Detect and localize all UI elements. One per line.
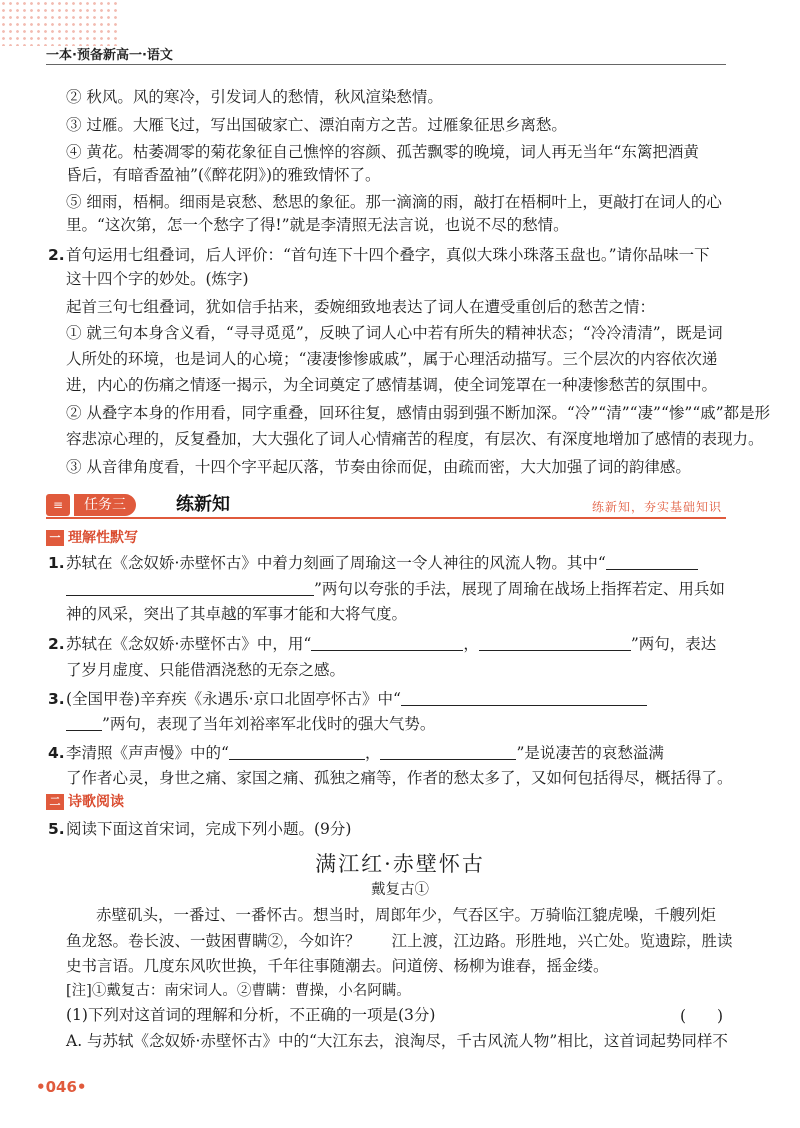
answer-2-point2-line1: ② 从叠字本身的作用看，同字重叠，回环往复，感情由弱到强不断加深。“冷”“清”“凄”“惨”“戚”都是形 [66,404,771,422]
answer-2-point1-line1: ① 就三句本身含义看，“寻寻觅觅”，反映了词人心中若有所失的精神状态；“冷冷清清”，既是词 [66,324,723,342]
task-three-banner [46,492,726,522]
question-5-number: 5. [48,820,65,838]
answer-2-point1-line2: 人所处的环境，也是词人的心境；“凄凄惨惨戚戚”，属于心理活动描写。三个层次的内容依次递 [66,350,718,368]
header-divider [46,64,726,65]
fill-question-4-line1 [66,742,664,764]
answer-blank[interactable] [66,580,314,596]
poem-line2: 鱼龙怒。卷长波、一鼓困曹瞒②，今如许？ 江上渡，江边路。形胜地，兴亡处。览遗踪，胜读 [66,932,733,950]
fill-question-2-number: 2. [48,635,65,653]
item-flower-line2: 昏后，有暗香盈袖”(《醉花阴》)的雅致情怀了。 [66,166,381,184]
fill-question-2-text-a: 苏轼在《念奴娇·赤壁怀古》中，用“ [66,635,312,653]
fill-question-3-line1 [66,688,647,710]
sub-question-1: (1)下列对这首词的理解和分析，不正确的一项是(3分) [66,1006,436,1024]
fill-question-2-line2: 了岁月虚度、只能借酒浇愁的无奈之感。 [66,661,346,679]
fill-question-1-line3: 神的风采，突出了其卓越的军事才能和大将气度。 [66,605,408,623]
poem-title: 满江红·赤壁怀古 [315,852,485,876]
task-slogan: 练新知，夯实基础知识 [591,500,722,514]
running-header: 一本·预备新高一·语文 [46,48,173,63]
fill-question-4-text-a: 李清照《声声慢》中的“ [66,744,229,762]
section-heading-poetry [46,792,124,812]
fill-question-4-number: 4. [48,744,65,762]
fill-question-4-text-b: ”是说凄苦的哀愁溢满 [516,744,664,762]
fill-question-2-line1 [66,633,716,655]
answer-blank[interactable] [606,554,698,570]
poem-author: 戴复古① [371,882,429,898]
item-wutong-line2: 里。“这次第，怎一个愁字了得!”就是李清照无法言说，也说不尽的愁情。 [66,216,569,234]
answer-2-point1-line3: 进，内心的伤痛之情逐一揭示，为全词奠定了感情基调，使全词笼罩在一种凄惨愁苦的氛围中。 [66,376,718,394]
section-number-badge: 二 [46,794,64,810]
fill-question-1-line2 [66,578,725,600]
section-number-badge: 一 [46,530,64,546]
fill-question-1-number: 1. [48,554,65,572]
poem-line3: 史书言语。几度东风吹世换，千年往事随潮去。问道傍、杨柳为谁春，摇金缕。 [66,957,609,975]
fill-question-2-separator: ， [463,635,479,653]
page-number: •046• [36,1078,87,1096]
answer-blank[interactable] [229,744,365,760]
answer-2-intro: 起首三句七组叠词，犹如信手拈来，委婉细致地表达了词人在遭受重创后的愁苦之情： [66,298,656,316]
fill-question-3-text-b: ”两句，表现了当年刘裕率军北伐时的强大气势。 [102,715,436,733]
answer-blank[interactable] [479,635,631,651]
answer-2-point3: ③ 从音律角度看，十四个字平起仄落，节奏由徐而促，由疏而密，大大加强了词的韵律感。 [66,458,691,476]
item-autumn-wind: ② 秋风。风的寒冷，引发词人的愁情，秋风渲染愁情。 [66,88,443,106]
answer-blank[interactable] [311,635,463,651]
fill-question-3-number: 3. [48,690,65,708]
fill-question-4-separator: ， [364,744,381,762]
item-wutong-line1: ⑤ 细雨，梧桐。细雨是哀愁、愁思的象征。那一滴滴的雨，敲打在梧桐叶上，更敲打在词人的心 [66,193,722,211]
fill-question-4-line2: 了作者心灵，身世之痛、家国之痛、孤独之痛等，作者的愁太多了，又如何包括得尽，概括得了。 [66,769,733,787]
answer-blank[interactable] [380,744,516,760]
question-2-line2: 这十四个字的妙处。(炼字) [66,270,249,288]
answer-parenthesis[interactable]: ( ) [680,1007,724,1025]
answer-blank[interactable] [66,715,102,731]
fill-question-2-text-b: ”两句，表达 [630,635,717,653]
fill-question-1-line1 [66,552,698,574]
question-2-number: 2. [48,246,65,264]
poem-note: [注]①戴复古：南宋词人。②曹瞒：曹操，小名阿瞒。 [66,983,411,999]
task-label: 任务三 [74,494,136,516]
item-flower-line1: ④ 黄花。枯萎凋零的菊花象征自己憔悴的容颜、孤苦飘零的晚境，词人再无当年“东篱把酒黄 [66,143,699,161]
fill-question-3-line2 [66,713,435,735]
decorative-dot-pattern [0,0,120,46]
fill-question-3-text-a: (全国甲卷)辛弃疾《永遇乐·京口北固亭怀古》中“ [66,690,401,708]
item-geese: ③ 过雁。大雁飞过，写出国破家亡、漂泊南方之苦。过雁象征思乡离愁。 [66,116,567,134]
task-underline [46,517,726,519]
notebook-icon: ≡ [46,494,70,516]
section-title: 诗歌阅读 [68,794,124,810]
fill-question-1-text-a: 苏轼在《念奴娇·赤壁怀古》中着力刻画了周瑜这一令人神往的风流人物。其中“ [66,554,606,572]
answer-2-point2-line2: 容悲凉心理的，反复叠加，大大强化了词人心情痛苦的程度，有层次、有深度地增加了感情的表现力。 [66,430,764,448]
section-title: 理解性默写 [68,530,138,546]
fill-question-1-text-b: ”两句以夸张的手法，展现了周瑜在战场上指挥若定、用兵如 [314,580,725,598]
task-title: 练新知 [176,494,230,515]
poem-line1: 赤壁矶头，一番过、一番怀古。想当时，周郎年少，气吞区宇。万骑临江貔虎噪，千艘列炬 [96,906,717,924]
option-a: A. 与苏轼《念奴娇·赤壁怀古》中的“大江东去，浪淘尽，千古风流人物”相比，这首词起势同样不 [66,1032,728,1050]
question-5-text: 阅读下面这首宋词，完成下列小题。(9分) [66,820,352,838]
question-2-line1: 首句运用七组叠词，后人评价：“首句连下十四个叠字，真似大珠小珠落玉盘也。”请你品味一下 [66,246,710,264]
answer-blank[interactable] [401,690,647,706]
section-heading-dictation [46,528,138,548]
